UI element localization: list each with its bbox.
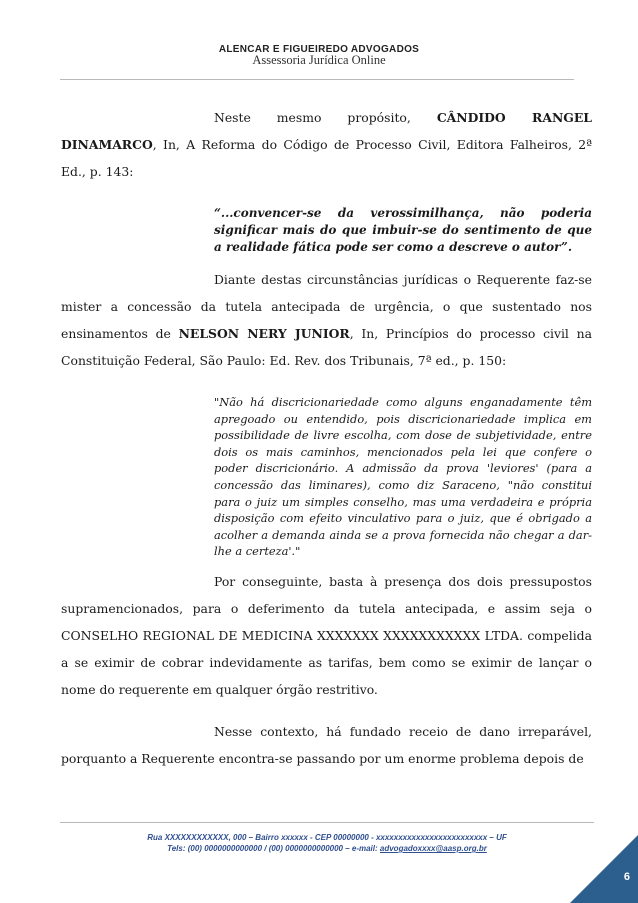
footer-contacts: [60, 843, 594, 854]
paragraph-3: Por conseguinte, basta à presença dos dois pressupostos supramencionados, para o deferimento da tutela antecipada, e assim seja o CONSELHO REGIONAL DE MEDICINA XXXXXXX XXXXXXXXXXX LTDA. compelida a se eximir de cobrar indevidamente as tarifas, bem como se eximir de lançar o nome do requerente em qualquer órgão restritivo.: [61, 573, 592, 697]
document-body: [61, 104, 592, 772]
footer-phones: Tels: (00) 0000000000000 / (00) 0000000000000 – e-mail:: [167, 844, 380, 853]
header-divider: [60, 79, 574, 80]
quote-nery: "Não há discricionariedade como alguns enganadamente têm apregoado ou entendido, pois discricionariedade implica em possibilidade de livre escolha, com dose de subjetividade, entre dois os mais caminhos, mencionados pela lei que confere o poder discricionário. A admissão da prova 'leviores' (para a concessão das liminares), como diz Saraceno, "não constitui para o juiz um simples conselho, mas uma verdadeira e própria disposição com efeito vinculativo para o juiz, que é obrigado a acolher a demanda ainda se a prova fornecida não chegar a dar-lhe a certeza'.": [214, 395, 592, 559]
page-corner-triangle: [570, 835, 638, 903]
paragraph-1-intro: Neste mesmo propósito,: [214, 110, 437, 125]
page-header: [0, 44, 638, 67]
paragraph-2: [61, 266, 592, 374]
quote-dinamarco: “...convencer-se da verossimilhança, não poderia significar mais do que imbuir-se do sentimento de que a realidade fática pode ser como a descreve o autor”.: [214, 206, 592, 254]
paragraph-2-intro: Diante destas circunstâncias jurídicas o Requerente faz-se mister a concessão da tutela antecipada de urgência, o que sustentado nos ensinamentos de: [61, 272, 592, 341]
footer-email-link[interactable]: advogadoxxxx@aasp.org.br: [379, 844, 487, 853]
paragraph-1-rest: , In, A Reforma do Código de Processo Civil, Editora Falheiros, 2ª Ed., p. 143:: [61, 137, 592, 179]
paragraph-1: [61, 104, 592, 185]
footer-address: Rua XXXXXXXXXXXX, 000 – Bairro xxxxxx - CEP 00000000 - xxxxxxxxxxxxxxxxxxxxxxxxx – UF: [147, 833, 507, 842]
firm-name: ALENCAR E FIGUEIREDO ADVOGADOS: [218, 44, 420, 55]
page-number: 6: [623, 871, 630, 883]
author-dinamarco: CÂNDIDO RANGEL DINAMARCO: [61, 110, 593, 152]
page-footer: [60, 832, 594, 854]
author-nery: NELSON NERY JUNIOR: [178, 326, 350, 341]
paragraph-4: Nesse contexto, há fundado receio de dano irreparável, porquanto a Requerente encontra-se passando por um enorme problema depois de: [61, 723, 592, 766]
paragraph-2-rest: , In, Princípios do processo civil na Constituição Federal, São Paulo: Ed. Rev. dos Tribunais, 7ª ed., p. 150:: [61, 326, 592, 368]
firm-subtitle: Assessoria Jurídica Online: [252, 53, 386, 67]
footer-divider: [60, 822, 594, 823]
